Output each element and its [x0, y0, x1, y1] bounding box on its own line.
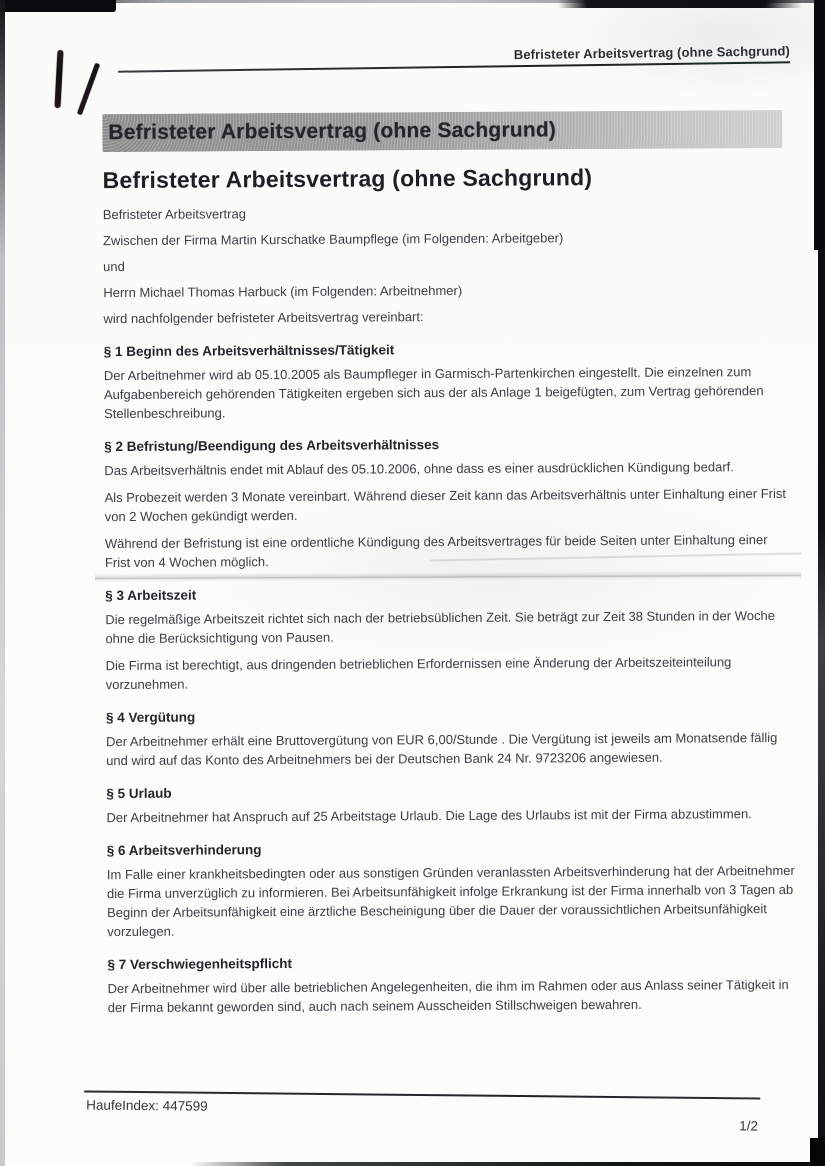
section-heading: § 4 Vergütung	[105, 709, 196, 726]
running-header-title: Befristeter Arbeitsvertrag (ohne Sachgrund)	[513, 43, 791, 63]
section-4	[106, 704, 794, 770]
page-number: 1/2	[739, 1118, 759, 1134]
section-1	[104, 338, 792, 423]
shaded-title-banner	[102, 110, 782, 152]
contract-paragraph: Als Probezeit werden 3 Monate vereinbart. Während dieser Zeit kann das Arbeitsverhältnis unter Einhaltung einer Frist von 2 Wochen gekündigt werden.	[104, 485, 787, 525]
scan-edge-left	[0, 0, 5, 1166]
scan-corner-bottom-right	[810, 1138, 825, 1166]
section-7	[107, 951, 795, 1017]
contract-preamble	[103, 201, 792, 328]
section-heading: § 3 Arbeitszeit	[105, 587, 197, 604]
contract-paragraph: Der Arbeitnehmer wird über alle betrieblichen Angelegenheiten, die ihm im Rahmen oder aus Anlass seiner Tätigkeit in der Firma bekannt geworden sind, auch nach seinem Ausscheiden Stillschweigen bewahren.	[107, 976, 789, 1016]
section-heading: § 7 Verschwiegenheitspflicht	[107, 955, 293, 973]
handwritten-slash-mark	[77, 63, 100, 115]
document-body	[102, 110, 796, 1025]
contract-paragraph: Im Falle einer krankheitsbedingten oder aus sonstigen Gründen veranlassten Arbeitsverhinderung hat der Arbeitnehmer die Firma unverzüglich zu informieren. Bei Arbeitsunfähigkeit infolge Erkrankung ist der Firma innerhalb von 3 Tagen ab Beginn der Arbeitsunfähigkeit eine ärztliche Bescheinigung über die Dauer der voraussichtlichen Arbeitsunfähigkeit vorzulegen.	[106, 862, 795, 940]
preamble-line: Befristeter Arbeitsvertrag	[102, 206, 246, 223]
preamble-line: und	[103, 258, 125, 275]
section-heading: § 6 Arbeitsverhinderung	[106, 842, 262, 859]
preamble-line: wird nachfolgender befristeter Arbeitsvertrag vereinbart:	[103, 309, 424, 327]
haufe-index-label: HaufeIndex: 447599	[86, 1097, 208, 1114]
contract-paragraph: Der Arbeitnehmer hat Anspruch auf 25 Arbeitstage Urlaub. Die Lage des Urlaubs ist mit der Firma abzustimmen.	[106, 806, 752, 826]
handwritten-stroke-mark	[54, 50, 63, 108]
section-heading: § 1 Beginn des Arbeitsverhältnisses/Tätigkeit	[103, 342, 395, 360]
scan-edge-top-right	[558, 0, 802, 8]
section-6	[107, 837, 796, 941]
contract-paragraph: Das Arbeitsverhältnis endet mit Ablauf des 05.10.2006, ohne dass es einer ausdrücklichen Kündigung bedarf.	[104, 459, 734, 479]
contract-paragraph: Die Firma ist berechtigt, aus dringenden betrieblichen Erfordernissen eine Änderung der Arbeitszeiteinteilung vorzunehmen.	[105, 654, 732, 693]
section-2	[104, 433, 793, 572]
section-3	[105, 582, 794, 694]
scan-edge-bottom	[190, 1162, 825, 1166]
banner-title: Befristeter Arbeitsvertrag (ohne Sachgrund)	[108, 118, 557, 145]
contract-paragraph: Während der Befristung ist eine ordentliche Kündigung des Arbeitsvertrages für beide Seiten unter Einhaltung einer Frist von 4 Wochen möglich.	[104, 532, 768, 571]
preamble-line: Herrn Michael Thomas Harbuck (im Folgenden: Arbeitnehmer)	[103, 282, 463, 301]
footer-row	[84, 1092, 760, 1145]
contract-paragraph: Die regelmäßige Arbeitszeit richtet sich nach der betriebsüblichen Zeit. Sie beträgt zur Zeit 38 Stunden in der Woche ohne die Berücksichtigung von Pausen.	[105, 608, 775, 647]
section-heading: § 5 Urlaub	[106, 785, 172, 802]
page-footer	[84, 1090, 760, 1145]
scan-edge-top-left	[0, 0, 116, 12]
contract-paragraph: Der Arbeitnehmer erhält eine Bruttovergütung von EUR 6,00/Stunde . Die Vergütung ist jeweils am Monatsende fällig und wird auf das Konto des Arbeitnehmers bei der Deutschen Bank 24 Nr. 9723206 angewiesen.	[106, 729, 778, 769]
scan-edge-right-top	[814, 0, 825, 250]
section-5	[106, 780, 794, 827]
section-heading: § 2 Befristung/Beendigung des Arbeitsverhältnisses	[104, 437, 440, 455]
contract-paragraph: Der Arbeitnehmer wird ab 05.10.2005 als Baumpfleger in Garmisch-Partenkirchen eingestellt. Die einzelnen zum Aufgabenbereich gehörenden Tätigkeiten ergeben sich aus der als Anlage 1 beigefügten, zum Vertrag gehörenden Stellenbeschreibung.	[103, 364, 764, 422]
preamble-line: Zwischen der Firma Martin Kurschatke Baumpflege (im Folgenden: Arbeitgeber)	[102, 230, 564, 249]
running-header	[118, 43, 790, 72]
document-title: Befristeter Arbeitsvertrag (ohne Sachgrund)	[102, 164, 593, 194]
